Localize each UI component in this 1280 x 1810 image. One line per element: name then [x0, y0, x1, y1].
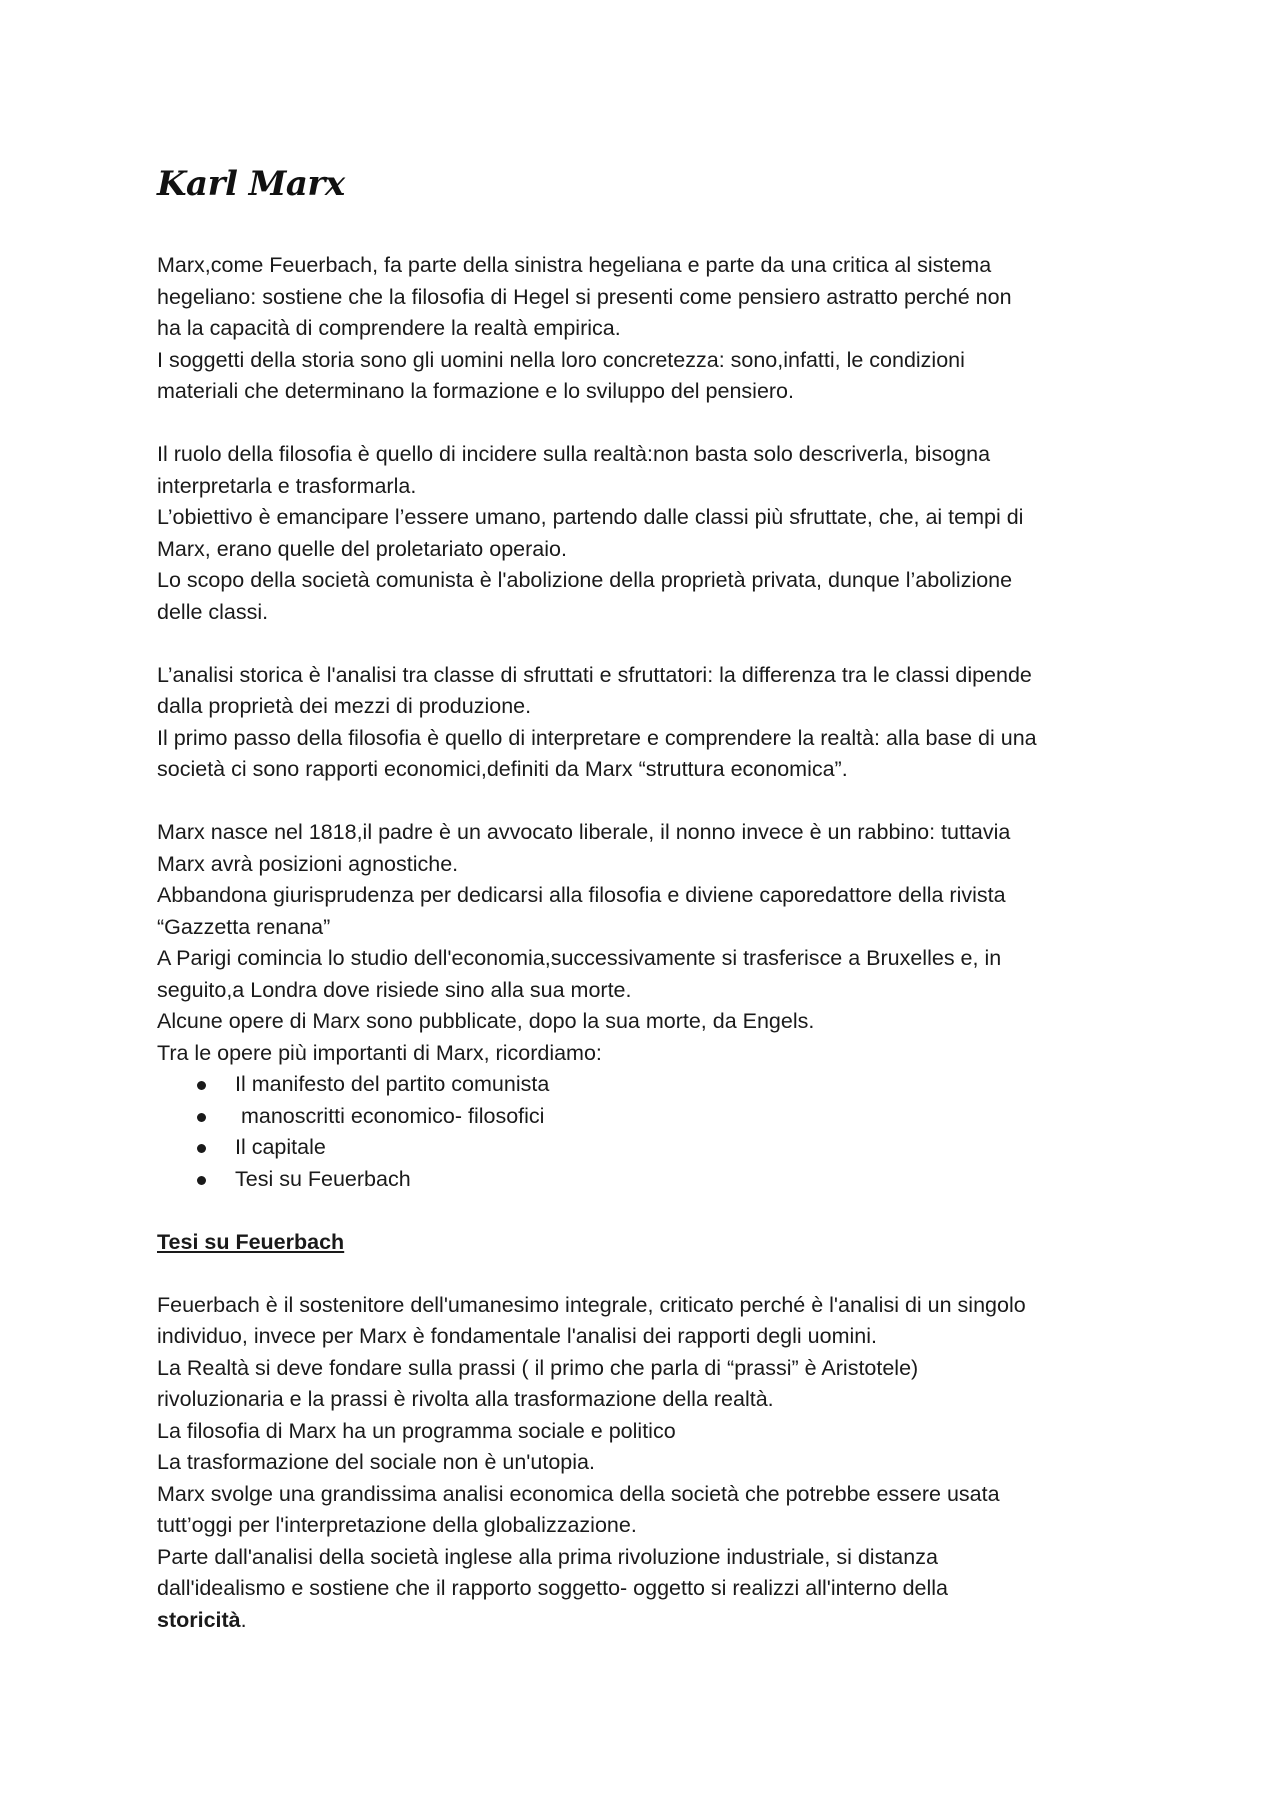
bullet-icon [197, 1176, 206, 1185]
list-item [197, 1101, 1147, 1133]
text-line-final [157, 1605, 1147, 1637]
text-line: seguito,a Londra dove risiede sino alla sua morte. [157, 977, 632, 1002]
list-item-text: Il capitale [235, 1135, 326, 1159]
paragraph-gap [157, 628, 1147, 660]
bullet-icon [197, 1144, 206, 1153]
text-line: La trasformazione del sociale non è un'utopia. [157, 1450, 595, 1474]
list-item-text: Tesi su Feuerbach [235, 1166, 411, 1191]
text-line: Il ruolo della filosofia è quello di incidere sulla realtà:non basta solo descriverla, bisogna [157, 442, 991, 466]
text-line: “Gazzetta renana” [157, 914, 331, 939]
text-line: rivoluzionaria e la prassi è rivolta alla trasformazione della realtà. [157, 1387, 774, 1411]
text-line: società ci sono rapporti economici,definiti da Marx “struttura economica”. [157, 757, 848, 781]
paragraph-gap [157, 1258, 1147, 1290]
list-item [197, 1069, 1147, 1101]
text-line: Abbandona giurisprudenza per dedicarsi alla filosofia e diviene caporedattore della rivista [157, 883, 1006, 907]
text-line: Marx nasce nel 1818,il padre è un avvocato liberale, il nonno invece è un rabbino: tuttavia [157, 820, 1011, 844]
text-line: individuo, invece per Marx è fondamentale l'analisi dei rapporti degli uomini. [157, 1324, 877, 1348]
text-line: tutt’oggi per l'interpretazione della globalizzazione. [157, 1513, 637, 1537]
biography-paragraph [157, 817, 1147, 1069]
section-heading-tesi-su-feuerbach: Tesi su Feuerbach [157, 1229, 345, 1254]
list-item [197, 1164, 1147, 1196]
text-line: Parte dall'analisi della società inglese alla prima rivoluzione industriale, si distanza [157, 1544, 938, 1569]
paragraph-gap [157, 786, 1147, 818]
text-line: dall'idealismo e sostiene che il rapporto soggetto- oggetto si realizzi all'interno della [157, 1576, 949, 1600]
text-line: L’obiettivo è emancipare l’essere umano, partendo dalle classi più sfruttate, che, ai tempi di [157, 505, 1024, 529]
paragraph-gap [157, 1195, 1147, 1227]
philosophy-paragraph [157, 439, 1147, 628]
text-line: delle classi. [157, 599, 269, 624]
text-line: La filosofia di Marx ha un programma sociale e politico [157, 1418, 676, 1443]
text-line: Alcune opere di Marx sono pubblicate, dopo la sua morte, da Engels. [157, 1009, 815, 1033]
text-line: La Realtà si deve fondare sulla prassi ( il primo che parla di “prassi” è Aristotele) [157, 1355, 919, 1380]
text-line: ha la capacità di comprendere la realtà empirica. [157, 316, 621, 340]
text-line: Marx avrà posizioni agnostiche. [157, 851, 459, 876]
document-content [157, 164, 1147, 1636]
text-line: Marx, erano quelle del proletariato operaio. [157, 536, 567, 561]
final-punctuation: . [240, 1607, 247, 1632]
text-line: A Parigi comincia lo studio dell'economia,successivamente si trasferisce a Bruxelles e, in [157, 946, 1002, 970]
list-item-text: Il manifesto del partito comunista [235, 1072, 550, 1096]
list-item-text: manoscritti economico- filosofici [235, 1103, 545, 1128]
text-line: Feuerbach è il sostenitore dell'umanesimo integrale, criticato perché è l'analisi di un singolo [157, 1292, 1026, 1317]
text-line: Il primo passo della filosofia è quello di interpretare e comprendere la realtà: alla base di una [157, 725, 1037, 750]
text-line: Lo scopo della società comunista è l'abolizione della proprietà privata, dunque l’abolizione [157, 568, 1013, 592]
text-line: Tra le opere più importanti di Marx, ricordiamo: [157, 1040, 602, 1065]
document-title: Karl Marx [157, 164, 345, 204]
text-line: interpretarla e trasformarla. [157, 473, 417, 498]
text-line: I soggetti della storia sono gli uomini nella loro concretezza: sono,infatti, le condizioni [157, 347, 965, 372]
intro-paragraph [157, 250, 1147, 408]
text-line: hegeliano: sostiene che la filosofia di Hegel si presenti come pensiero astratto perché non [157, 284, 1012, 309]
history-paragraph [157, 660, 1147, 786]
bullet-icon [197, 1081, 206, 1090]
works-list [157, 1069, 1147, 1195]
text-line: dalla proprietà dei mezzi di produzione. [157, 694, 532, 718]
list-item [197, 1132, 1147, 1164]
text-line: L’analisi storica è l'analisi tra classe di sfruttati e sfruttatori: la differenza tra le classi dipende [157, 662, 1032, 687]
bold-term-storicita: storicità [157, 1607, 241, 1632]
bullet-icon [197, 1113, 206, 1122]
paragraph-gap [157, 408, 1147, 440]
text-line: materiali che determinano la formazione e lo sviluppo del pensiero. [157, 379, 794, 403]
feuerbach-paragraph [157, 1290, 1147, 1637]
text-line: Marx,come Feuerbach, fa parte della sinistra hegeliana e parte da una critica al sistema [157, 253, 992, 277]
text-line: Marx svolge una grandissima analisi economica della società che potrebbe essere usata [157, 1481, 1000, 1506]
